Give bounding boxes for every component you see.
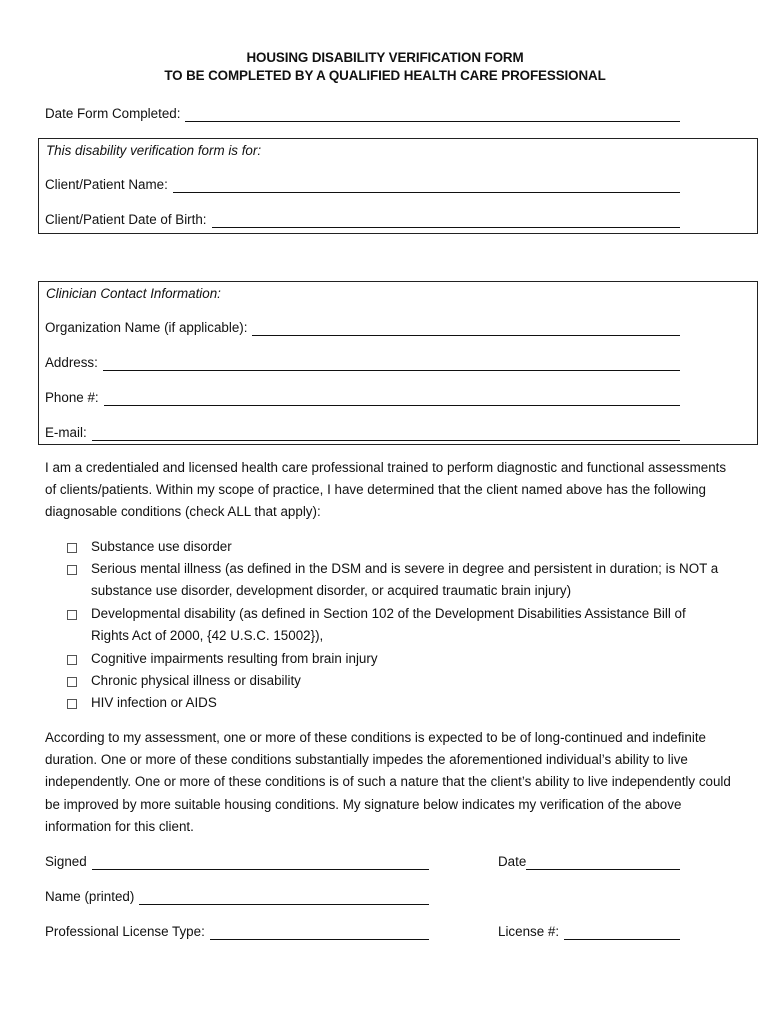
form-subtitle: TO BE COMPLETED BY A QUALIFIED HEALTH CARE PROFESSIONAL	[164, 68, 606, 83]
condition-label: Cognitive impairments resulting from brain injury	[91, 651, 378, 666]
condition-checkbox[interactable]	[67, 543, 77, 553]
signed-label: Signed	[45, 854, 87, 869]
date-form-completed-field[interactable]	[185, 107, 680, 122]
condition-item	[67, 692, 727, 714]
license-number-field[interactable]	[564, 925, 680, 940]
organization-row	[45, 316, 680, 336]
condition-item	[67, 648, 727, 670]
patient-name-field[interactable]	[173, 178, 680, 193]
condition-item	[67, 670, 727, 692]
license-type-row	[45, 920, 429, 940]
condition-label: HIV infection or AIDS	[91, 695, 217, 710]
phone-field[interactable]	[104, 391, 680, 406]
address-label: Address:	[45, 355, 98, 370]
condition-checkbox[interactable]	[67, 699, 77, 709]
clinician-box-heading: Clinician Contact Information:	[46, 286, 221, 301]
condition-label: Substance use disorder	[91, 539, 232, 554]
patient-dob-row	[45, 208, 680, 228]
signature-date-field[interactable]	[526, 855, 680, 870]
signature-field[interactable]	[92, 855, 429, 870]
patient-dob-label: Client/Patient Date of Birth:	[45, 212, 207, 227]
organization-field[interactable]	[252, 321, 680, 336]
date-form-completed-label: Date Form Completed:	[45, 106, 181, 121]
email-field[interactable]	[92, 426, 680, 441]
patient-dob-field[interactable]	[212, 213, 680, 228]
email-row	[45, 421, 680, 441]
printed-name-field[interactable]	[139, 890, 429, 905]
condition-checkbox[interactable]	[67, 610, 77, 620]
signed-row	[45, 850, 429, 870]
condition-checkbox[interactable]	[67, 565, 77, 575]
assessment-paragraph: According to my assessment, one or more of these conditions is expected to be of long-continued and indefinite duration. One or more of these conditions substantially impedes the aforementioned individual’s ability to live independently. One or more of these conditions is of such a nature that the client’s ability to live independently could be improved by more suitable housing conditions. My signature below indicates my verification of the above information for this client.	[45, 730, 731, 834]
license-number-label: License #:	[498, 924, 560, 939]
intro-paragraph: I am a credentialed and licensed health care professional trained to perform diagnostic and functional assessments of clients/patients. Within my scope of practice, I have determined that the client named above has the following diagnosable conditions (check ALL that apply):	[45, 460, 727, 520]
condition-label: Chronic physical illness or disability	[91, 673, 301, 688]
address-field[interactable]	[103, 356, 680, 371]
patient-name-row	[45, 173, 680, 193]
address-row	[45, 351, 680, 371]
condition-label: Developmental disability (as defined in Section 102 of the Development Disabilities Assistance Bill of Rights Act of 2000, {42 U.S.C. 15002}),	[91, 606, 686, 644]
email-label: E-mail:	[45, 425, 87, 440]
form-title: HOUSING DISABILITY VERIFICATION FORM	[246, 50, 524, 65]
patient-box-heading: This disability verification form is for:	[46, 143, 262, 158]
condition-label: Serious mental illness (as defined in the DSM and is severe in degree and persistent in duration; is NOT a substance use disorder, development disorder, or acquired traumatic brain injury)	[91, 561, 719, 599]
phone-row	[45, 386, 680, 406]
date-form-completed-row	[45, 102, 680, 122]
condition-item	[67, 536, 727, 558]
condition-checkbox[interactable]	[67, 655, 77, 665]
condition-item	[67, 558, 727, 602]
phone-label: Phone #:	[45, 390, 99, 405]
license-number-row	[498, 920, 680, 940]
printed-name-row	[45, 885, 429, 905]
condition-item	[67, 603, 727, 647]
signature-date-label: Date	[498, 854, 527, 869]
organization-label: Organization Name (if applicable):	[45, 320, 248, 335]
condition-checkbox[interactable]	[67, 677, 77, 687]
printed-name-label: Name (printed)	[45, 889, 135, 904]
signature-date-row	[498, 850, 680, 870]
license-type-field[interactable]	[210, 925, 429, 940]
patient-name-label: Client/Patient Name:	[45, 177, 168, 192]
license-type-label: Professional License Type:	[45, 924, 205, 939]
